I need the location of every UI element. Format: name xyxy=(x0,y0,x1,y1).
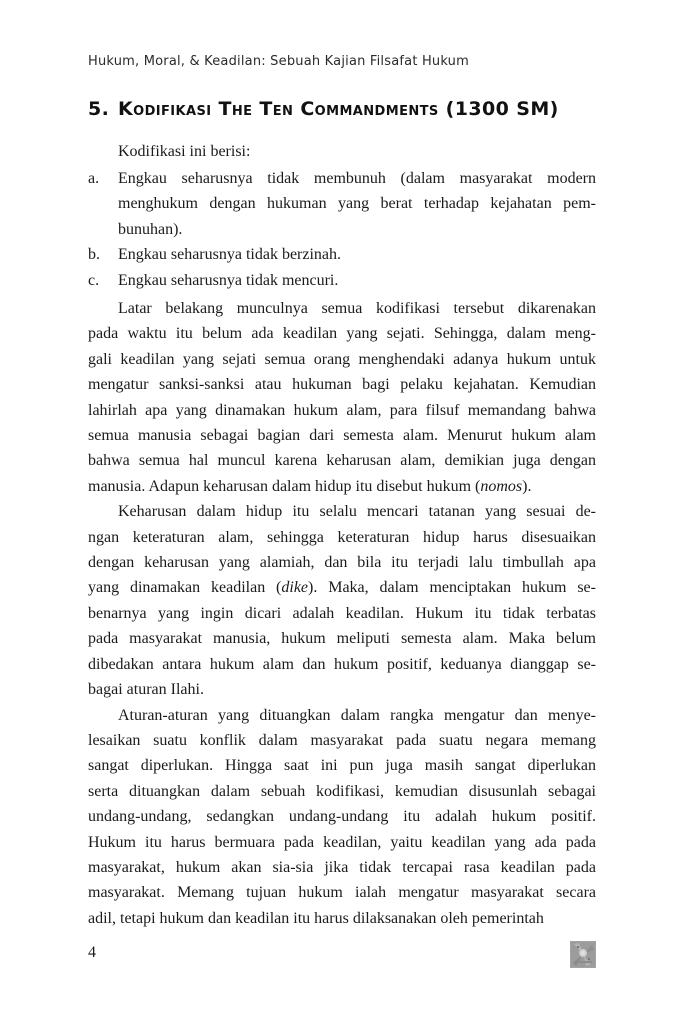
text-line: Engkau seharusnya tidak mencuri. xyxy=(118,271,339,289)
text-line: lesaikan suatu konflik dalam masyarakat pada suatu negara memang xyxy=(88,731,596,749)
list-item-text xyxy=(118,166,596,242)
text-line: masyarakat. Memang tujuan hukum ialah mengatur masyarakat secara xyxy=(88,884,596,902)
text-line: Engkau seharusnya tidak berzinah. xyxy=(118,246,342,264)
paragraph xyxy=(88,296,596,499)
text-line: pada waktu itu belum ada keadilan yang sejati. Sehingga, dalam meng- xyxy=(88,325,596,343)
section-number: 5. xyxy=(88,98,110,120)
text-line: dibedakan antara hukum alam dan hukum positif, keduanya dianggap se- xyxy=(88,655,596,673)
text-line: ngan keteraturan alam, sehingga keteraturan hidup harus disesuaikan xyxy=(88,528,596,546)
text-line: adil, tetapi hukum dan keadilan itu harus dilaksanakan oleh pemerintah xyxy=(88,909,544,927)
list-item-text xyxy=(118,268,596,293)
text-line: pada masyarakat manusia, hukum meliputi semesta alam. Maka belum xyxy=(88,630,596,648)
list-item-marker: c. xyxy=(88,271,100,289)
text-line: bahwa semua hal muncul karena keharusan alam, demikian juga dengan xyxy=(88,452,596,470)
stamp-icon xyxy=(570,941,596,968)
text-line: Engkau seharusnya tidak membunuh (dalam masyarakat modern xyxy=(118,170,596,187)
text-line: bagai aturan Ilahi. xyxy=(88,681,204,699)
text-line: mengatur sanksi-sanksi atau hukuman bagi pelaku kejahatan. Kemudian xyxy=(88,376,596,394)
text-line: Hukum itu harus bermuara pada keadilan, yaitu keadilan yang ada pada xyxy=(88,833,596,851)
text-line: serta dituangkan dalam sebuah kodifikasi, kemudian disusunlah sebagai xyxy=(88,782,596,800)
commandments-list xyxy=(88,166,596,293)
decorative-stamp-image xyxy=(570,941,596,968)
page-number: 4 xyxy=(88,944,96,961)
body-text xyxy=(88,296,596,931)
text-line: manusia. Adapun keharusan dalam hidup itu disebut hukum (nomos). xyxy=(88,477,532,495)
text-line: menghukum dengan hukuman yang berat terhadap kejahatan pem- xyxy=(118,195,596,213)
list-item xyxy=(88,166,596,242)
section-heading xyxy=(88,98,608,120)
list-item-marker: a. xyxy=(88,170,100,187)
text-line: masyarakat, hukum akan sia-sia jika tidak tercapai rasa keadilan pada xyxy=(88,858,596,876)
text-line: sangat diperlukan. Hingga saat ini pun juga masih sangat diperlukan xyxy=(88,757,596,775)
list-item-text xyxy=(118,242,596,267)
text-line: semua manusia sebagai bagian dari semesta alam. Menurut hukum alam xyxy=(88,427,596,445)
text-line: lahirlah apa yang dinamakan hukum alam, para filsuf memandang bahwa xyxy=(88,401,596,419)
section-title: Kodifikasi The Ten Commandments (1300 SM) xyxy=(118,98,559,120)
paragraph xyxy=(88,499,596,702)
text-line: gali keadilan yang sejati semua orang menghendaki adanya hukum untuk xyxy=(88,350,596,368)
paragraph xyxy=(88,703,596,932)
text-line: dengan keharusan yang alamiah, dan bila itu terjadi lalu timbullah apa xyxy=(88,554,596,572)
list-intro-text: Kodifikasi ini berisi: xyxy=(118,143,251,160)
text-line: Aturan-aturan yang dituangkan dalam rangka mengatur dan menye- xyxy=(118,706,596,724)
text-line: Latar belakang munculnya semua kodifikasi tersebut dikarenakan xyxy=(118,300,596,317)
running-header: Hukum, Moral, & Keadilan: Sebuah Kajian Filsafat Hukum xyxy=(88,54,469,69)
text-line: yang dinamakan keadilan (dike). Maka, dalam menciptakan hukum se- xyxy=(88,579,596,597)
list-item xyxy=(88,268,596,293)
list-item-marker: b. xyxy=(88,246,100,264)
text-line: bunuhan). xyxy=(118,220,183,238)
text-line: benarnya yang ingin dicari adalah keadilan. Hukum itu tidak terbatas xyxy=(88,604,596,622)
list-item xyxy=(88,242,596,267)
text-line: undang-undang, sedangkan undang-undang itu adalah hukum positif. xyxy=(88,808,596,826)
text-line: Keharusan dalam hidup itu selalu mencari tatanan yang sesuai de- xyxy=(118,503,596,521)
